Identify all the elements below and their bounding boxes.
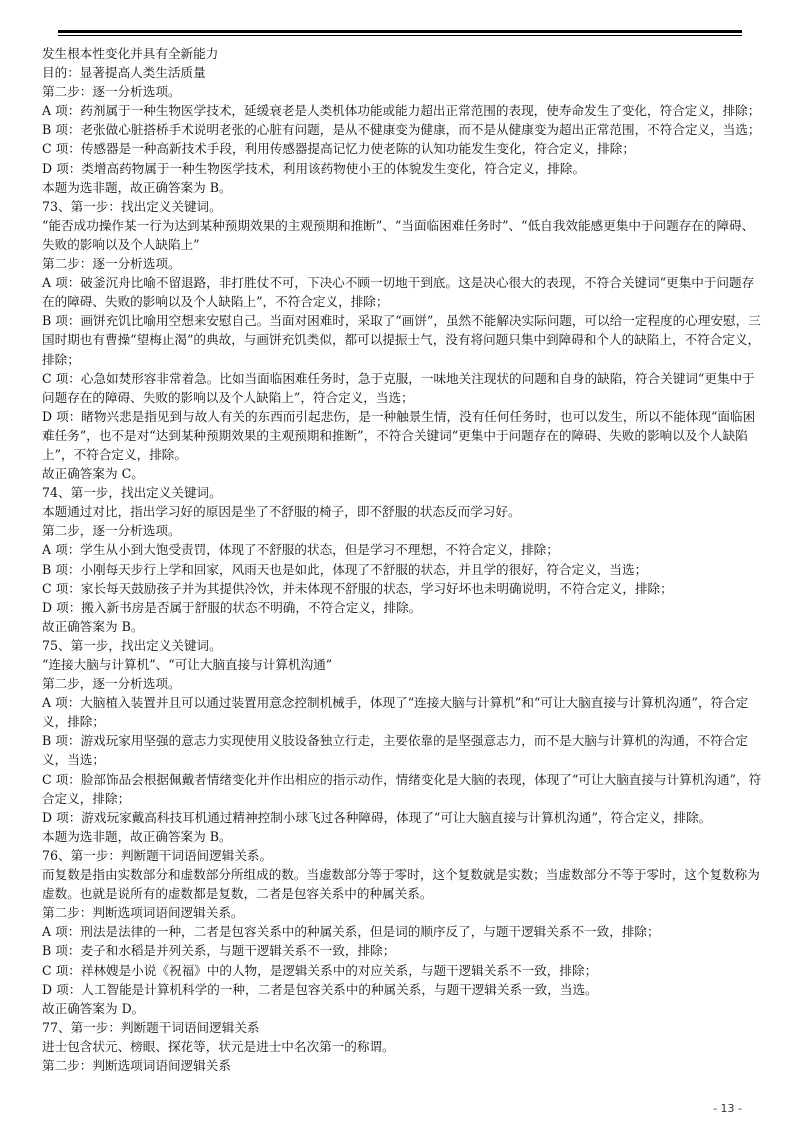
document-body bbox=[42, 44, 764, 1075]
text-line: C 项：家长每天鼓励孩子并为其提供冷饮，并未体现不舒服的状态，学习好坏也未明确说明，不符合定义，排除； bbox=[42, 580, 673, 596]
text-line: 故正确答案为 C。 bbox=[42, 466, 144, 482]
text-line: 第二步，逐一分析选项。 bbox=[42, 523, 181, 539]
text-line: 目的：显著提高人类生活质量 bbox=[42, 65, 206, 81]
text-line: “连接大脑与计算机”、“可让大脑直接与计算机沟通” bbox=[42, 657, 333, 672]
text-line: 第二步：判断选项词语间逻辑关系 bbox=[42, 1057, 231, 1073]
text-line: 故正确答案为 D。 bbox=[42, 1000, 145, 1016]
text-line: A 项：刑法是法律的一种，二者是包容关系中的种属关系，但是词的顺序反了，与题干逻辑关系不一致，排除； bbox=[42, 924, 660, 940]
text-line: 73、第一步：找出定义关键词。 bbox=[42, 198, 222, 214]
text-line: B 项：游戏玩家用坚强的意志力实现使用义肢设备独立行走，主要依靠的是坚强意志力，而不是大脑与计算机的沟通，不符合定义，当选； bbox=[42, 733, 748, 768]
text-line: 74、第一步，找出定义关键词。 bbox=[42, 485, 222, 501]
text-line: 本题为选非题，故正确答案为 B。 bbox=[42, 179, 232, 195]
text-line: 本题通过对比，指出学习好的原因是坐了不舒服的椅子，即不舒服的状态反而学习好。 bbox=[42, 504, 521, 520]
header-rule-thick bbox=[58, 30, 742, 33]
text-line: C 项：祥林嫂是小说《祝福》中的人物，是逻辑关系中的对应关系，与题干逻辑关系不一致，排除； bbox=[42, 962, 598, 978]
page-number: - 13 - bbox=[713, 1102, 742, 1115]
text-line: B 项：麦子和水稻是并列关系，与题干逻辑关系不一致，排除； bbox=[42, 943, 396, 959]
text-line: A 项：药剂属于一种生物医学技术，延缓衰老是人类机体功能或能力超出正常范围的表现，使寿命发生了变化，符合定义，排除； bbox=[42, 103, 761, 119]
text-line: 而复数是指由实数部分和虚数部分所组成的数。当虚数部分等于零时，这个复数就是实数；当虚数部分不等于零时，这个复数称为虚数。也就是说所有的虚数都是复数，二者是包容关系中的种属关系。 bbox=[42, 867, 760, 902]
text-line: A 项：大脑植入装置并且可以通过装置用意念控制机械手，体现了“连接大脑与计算机”和“可让大脑直接与计算机沟通”，符合定义，排除； bbox=[42, 695, 749, 730]
text-line: C 项：脸部饰品会根据佩戴者情绪变化并作出相应的指示动作，情绪变化是大脑的表现，体现了“可让大脑直接与计算机沟通”，符合定义，排除； bbox=[42, 771, 762, 806]
text-line: 第二步：逐一分析选项。 bbox=[42, 84, 181, 100]
header-rule-thin bbox=[58, 35, 742, 36]
text-line: A 项：破釜沉舟比喻不留退路，非打胜仗不可，下决心不顾一切地干到底。这是决心很大的表现，不符合关键词“更集中于问题存在的障碍、失败的影响以及个人缺陷上”，不符合定义，排除； bbox=[42, 275, 755, 310]
text-line: 发生根本性变化并具有全新能力 bbox=[42, 46, 219, 61]
text-line: 第二步，逐一分析选项。 bbox=[42, 676, 181, 692]
text-line: D 项：搬入新书房是否属于舒服的状态不明确，不符合定义，排除。 bbox=[42, 599, 422, 615]
text-line: D 项：游戏玩家戴高科技耳机通过精神控制小球飞过各种障碍，体现了“可让大脑直接与计算机沟通”，符合定义，排除。 bbox=[42, 809, 712, 825]
text-line: B 项：画饼充饥比喻用空想来安慰自己。当面对困难时，采取了“画饼”，虽然不能解决实际问题，可以给一定程度的心理安慰，三国时期也有曹操“望梅止渴”的典故，与画饼充饥类似，都可以提振士气，没有将问题只集中到障碍和个人的缺陷上，不符合定义，排除； bbox=[42, 313, 761, 367]
text-line: C 项：传感器是一种高新技术手段，利用传感器提高记忆力使老陈的认知功能发生变化，符合定义，排除； bbox=[42, 141, 635, 157]
text-line: 77、第一步：判断题干词语间逻辑关系 bbox=[42, 1019, 260, 1035]
text-line: 第二步：判断选项词语间逻辑关系。 bbox=[42, 905, 244, 921]
text-line: D 项：类增高药物属于一种生物医学技术，利用该药物使小王的体貌发生变化，符合定义，排除。 bbox=[42, 160, 586, 176]
text-line: B 项：小刚每天步行上学和回家，风雨天也是如此，体现了不舒服的状态，并且学的很好，符合定义，当选； bbox=[42, 561, 648, 577]
text-line: D 项：睹物兴悲是指见到与故人有关的东西而引起悲伤，是一种触景生情，没有任何任务时，也可以发生，所以不能体现“面临困难任务”，也不是对“达到某种预期效果的主观预期和推断”，不符合关键词“更集中于问题存在的障碍、失败的影响以及个人缺陷上”，不符合定义，排除。 bbox=[42, 408, 756, 462]
text-line: 76、第一步：判断题干词语间逻辑关系。 bbox=[42, 847, 273, 863]
text-line: 故正确答案为 B。 bbox=[42, 618, 144, 634]
text-line: 第二步：逐一分析选项。 bbox=[42, 256, 181, 272]
text-line: C 项：心急如焚形容非常着急。比如当面临困难任务时，急于克服，一味地关注现状的问题和自身的缺陷，符合关键词“更集中于问题存在的障碍、失败的影响以及个人缺陷上”，符合定义，当选； bbox=[42, 370, 755, 405]
text-line: 本题为选非题，故正确答案为 B。 bbox=[42, 828, 232, 844]
text-line: B 项：老张做心脏搭桥手术说明老张的心脏有问题，是从不健康变为健康，而不是从健康变为超出正常范围，不符合定义，当选； bbox=[42, 122, 761, 138]
text-line: 75、第一步，找出定义关键词。 bbox=[42, 637, 222, 653]
text-line: 进士包含状元、榜眼、探花等，状元是进士中名次第一的称谓。 bbox=[42, 1038, 395, 1054]
text-line: D 项：人工智能是计算机科学的一种，二者是包容关系中的种属关系，与题干逻辑关系一致，当选。 bbox=[42, 981, 598, 997]
text-line: “能否成功操作某一行为达到某种预期效果的主观预期和推断”、“当面临困难任务时”、“低自我效能感更集中于问题存在的障碍、失败的影响以及个人缺陷上” bbox=[42, 217, 755, 252]
text-line: A 项：学生从小到大饱受责罚，体现了不舒服的状态，但是学习不理想，不符合定义，排除； bbox=[42, 542, 559, 558]
